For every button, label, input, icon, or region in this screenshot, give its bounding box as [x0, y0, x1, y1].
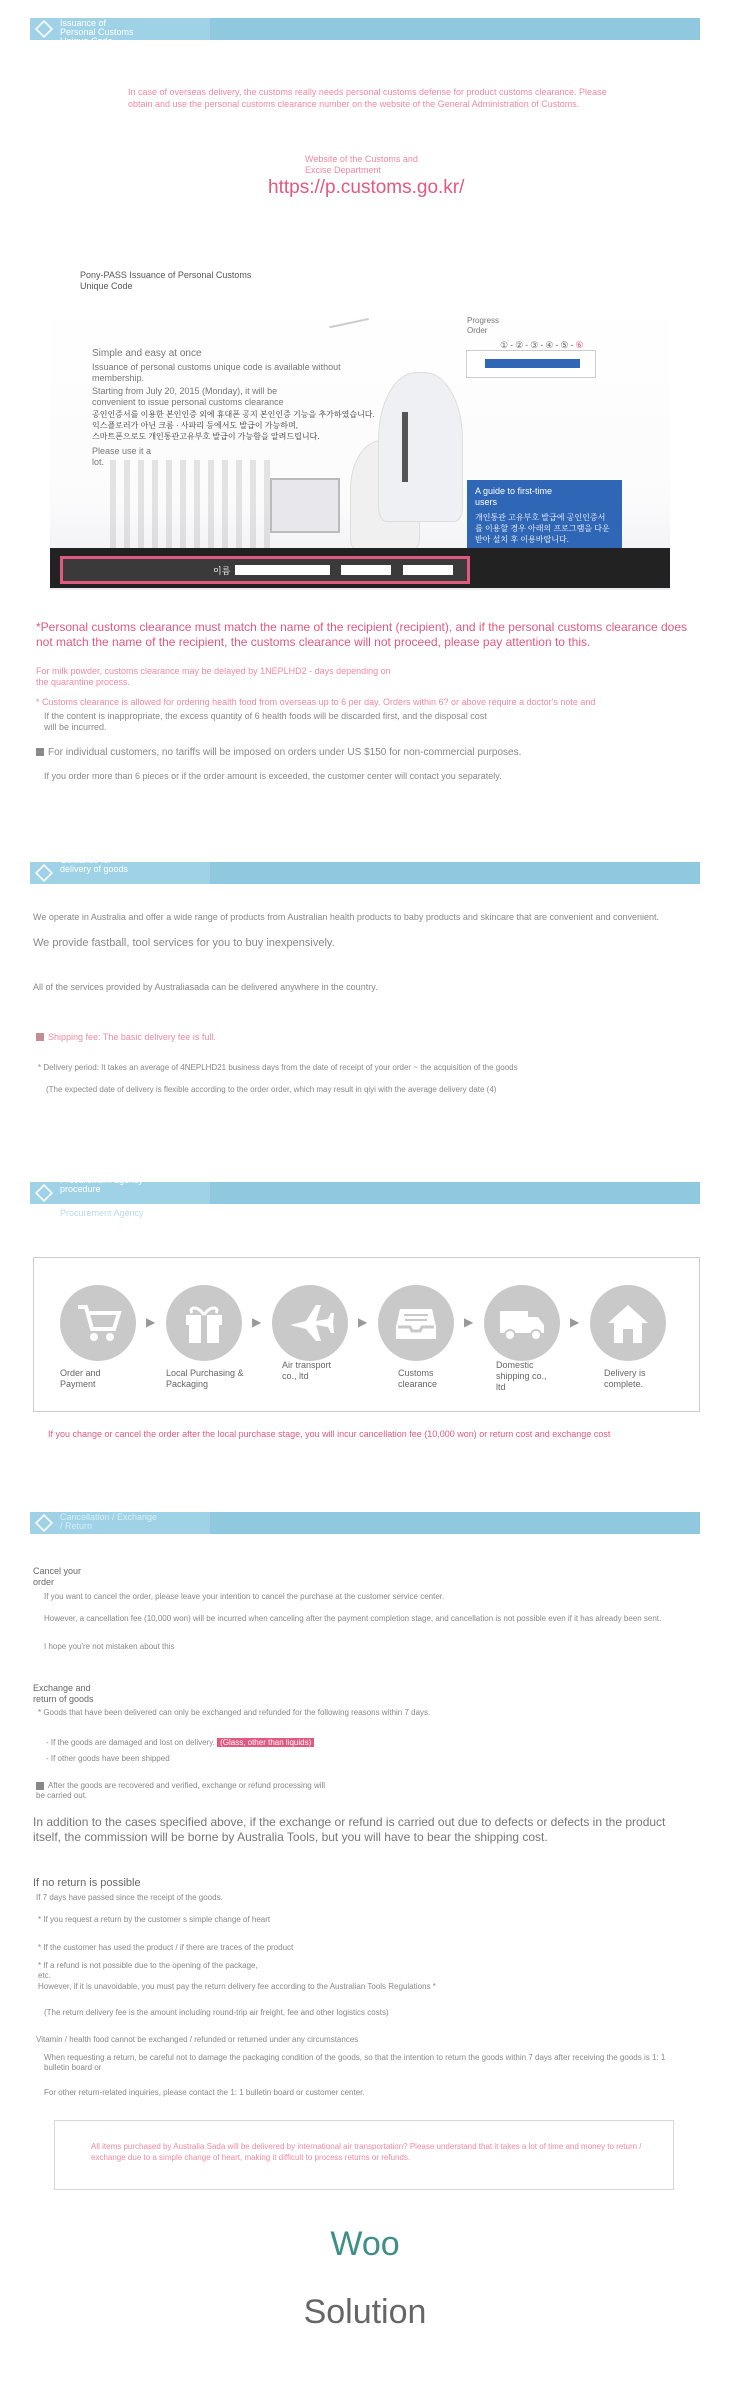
noreturn-text-4: * If a refund is not possible due to the opening of the package, etc.: [38, 1961, 258, 1980]
korean-notice: [92, 409, 392, 442]
step-truck: [484, 1285, 560, 1361]
name-input-label: 이름: [213, 566, 231, 576]
cart-icon: [74, 1299, 122, 1347]
step-tray: [378, 1285, 454, 1361]
bullet-square-icon: [36, 748, 44, 756]
city-skyline-image: [110, 460, 270, 550]
progress-steps: ①-②-③-④-⑤-⑥: [500, 340, 586, 350]
pony-title: Pony-PASS Issuance of Personal Customs Unique Code: [80, 270, 252, 291]
noreturn-text-6: (The return delivery fee is the amount including round-trip air freight, fee and other logistics costs): [44, 2008, 389, 2017]
progress-step-6: ⑥: [575, 340, 586, 350]
exchange-text-5: In addition to the cases specified above, if the exchange or refund is carried out due to defects or defects in the product itself, the commission will be borne by Australia Tools, but you will have to bear the shipping cost.: [33, 1815, 666, 1844]
cancel-text-3: I hope you're not mistaken about this: [44, 1642, 175, 1651]
step-label-6: Delivery is complete.: [604, 1368, 646, 1389]
name-match-notice: *Personal customs clearance must match the name of the recipient (recipient), and if the personal customs clearance does not match the name of the recipient, the customs clearance will not proceed, please pay attention to this.: [36, 620, 687, 649]
progress-step-5: ⑤: [560, 340, 571, 350]
please-use-text: Please use it a lot.: [92, 446, 152, 467]
noreturn-text-9: For other return-related inquiries, please contact the 1: 1 bulletin board or customer center.: [44, 2088, 365, 2097]
shipping-fee: Shipping fee: The basic delivery fee is full.: [48, 1032, 216, 1042]
step-label-3: Air transport co., ltd: [282, 1360, 332, 1381]
customs-url-link[interactable]: https://p.customs.go.kr/: [268, 177, 465, 198]
step-label-2: Local Purchasing & Packaging: [166, 1368, 244, 1389]
kiosk-screen-image: [466, 350, 596, 378]
issuance-text: Issuance of personal customs unique code is available without membership.: [92, 362, 341, 383]
step-label-1: Order and Payment: [60, 1368, 101, 1389]
noreturn-text-3: * If the customer has used the product / if there are traces of the product: [38, 1943, 294, 1952]
progress-step-4: ④: [545, 340, 556, 350]
step-house: [590, 1285, 666, 1361]
delivery-fast: We provide fastball, tool services for you to buy inexpensively.: [33, 937, 335, 949]
section-tab-text: Cancellation / Exchange / Return: [60, 1512, 158, 1531]
tray-icon: [392, 1299, 440, 1347]
health-food-notice: * Customs clearance is allowed for ordering health food from overseas up to 6 per day. Orders within 6? or above require a doctor's note and: [36, 697, 596, 707]
cancellation-fee-note: If you change or cancel the order after the local purchase stage, you will incur cancellation fee (10,000 won) or return cost and exchange cost: [48, 1429, 611, 1439]
section-tab-text: Issuance of Personal Customs Unique Code: [60, 18, 134, 46]
section-header-returns: [30, 1512, 700, 1534]
cancel-text-2: However, a cancellation fee (10,000 won) will be incurred when canceling after the payment completion stage, and cancellation is not possible even if it has already been sent.: [44, 1614, 662, 1623]
air-transport-notice: All items purchased by Australia Sada will be delivered by international air transportation? Please understand that it takes a lot of time and money to return / exchange due to a simple change of heart, making it difficult to process returns or refunds.: [91, 2142, 642, 2162]
name-input-box[interactable]: [60, 556, 470, 584]
website-label: Website of the Customs and Excise Department: [305, 154, 418, 175]
exchange-highlight: (Glass, other than liquids): [217, 1738, 314, 1747]
procurement-sublabel: Procurement Agency: [60, 1208, 144, 1218]
simple-text: Simple and easy at once: [92, 348, 202, 359]
delivery-anywhere: All of the services provided by Australiasada can be delivered anywhere in the country.: [33, 982, 378, 992]
man-image: [378, 372, 463, 522]
house-icon: [604, 1299, 652, 1347]
gift-icon: [180, 1299, 228, 1347]
step-label-4: Customs clearance: [398, 1368, 438, 1389]
exchange-text-1: * Goods that have been delivered can only be exchanged and refunded for the following reasons within 7 days.: [38, 1708, 431, 1717]
arrow-icon: ▶: [358, 1315, 368, 1329]
progress-step-3: ③: [530, 340, 541, 350]
cancel-text-1: If you want to cancel the order, please leave your intention to cancel the purchase at the customer service center.: [44, 1592, 445, 1601]
section-header-procurement: [30, 1175, 700, 1204]
tie-image: [402, 412, 408, 482]
tariff-notice: For individual customers, no tariffs will be imposed on orders under US $150 for non-commercial purposes.: [48, 747, 522, 758]
noreturn-text-5: However, if it is unavoidable, you must pay the return delivery fee according to the Australian Tools Regulations *: [38, 1982, 436, 1991]
cancel-title: Cancel your order: [33, 1566, 82, 1587]
code-input-field-2[interactable]: [403, 565, 453, 575]
step-gift: [166, 1285, 242, 1361]
footer-solution: Solution: [303, 2293, 427, 2331]
arrow-icon: ▶: [464, 1315, 474, 1329]
arrow-icon: ▶: [146, 1315, 156, 1329]
noreturn-text-2: * If you request a return by the customer s simple change of heart: [38, 1915, 271, 1924]
progress-step-1: ①: [500, 340, 511, 350]
over-six-notice: If you order more than 6 pieces or if the order amount is exceeded, the customer center will contact you separately.: [44, 771, 502, 781]
noreturn-text-8: When requesting a return, be careful not to damage the packaging condition of the goods, so that the intention to return the goods within 7 days after receiving the goods is 1: 1 bulletin board or: [44, 2053, 666, 2072]
air-transport-notice-box: [54, 2120, 674, 2190]
progress-label: Progress Order: [467, 316, 500, 335]
footer-woo: Woo: [330, 2225, 400, 2263]
airplane-icon: [286, 1299, 334, 1347]
milk-powder-notice: For milk powder, customs clearance may be delayed by 1NEPLHD2 - days depending on the quarantine process.: [36, 666, 391, 687]
noreturn-text-1: If 7 days have passed since the receipt of the goods.: [36, 1893, 223, 1902]
section-tab-text: Guidance for delivery of goods: [60, 855, 129, 874]
noreturn-text-7: Vitamin / health food cannot be exchanged / refunded or returned under any circumstances: [36, 2035, 359, 2044]
arrow-icon: ▶: [252, 1315, 262, 1329]
korean-line-1: 공인인증서를 이용한 본인인증 외에 휴대폰 공지 본인인증 기능을 추가하였습니다.: [92, 410, 375, 419]
monitor-image: [270, 478, 340, 533]
guide-korean: 개인통관 고유부호 발급에 공인인증서를 이용할 경우 아래의 프로그램을 다운받아 설치 후 이용바랍니다.: [475, 513, 610, 544]
delivery-period: * Delivery period: It takes an average of 4NEPLHD21 business days from the date of receipt of your order ~ the acquisition of the goods: [38, 1063, 518, 1072]
section-header-delivery: [30, 855, 700, 884]
delivery-intro: We operate in Australia and offer a wide range of products from Australian health products to baby products and skincare that are convenient and convenient.: [33, 912, 660, 922]
noreturn-title: If no return is possible: [33, 1877, 141, 1889]
section-tab-text: Procurement agency procedure: [60, 1175, 144, 1194]
truck-icon: [498, 1299, 546, 1347]
progress-step-2: ②: [515, 340, 526, 350]
arrow-icon: ▶: [570, 1315, 580, 1329]
name-input-field[interactable]: [235, 565, 330, 575]
starting-text: Starting from July 20, 2015 (Monday), it will be convenient to issue personal customs clearance: [92, 386, 284, 407]
health-food-notice-2: If the content is inappropriate, the excess quantity of 6 health foods will be discarded first, and the disposal cost will be incurred.: [44, 711, 487, 732]
step-airplane: [272, 1285, 348, 1361]
step-cart: [60, 1285, 136, 1361]
section-header-customs: [30, 18, 700, 46]
code-input-field-1[interactable]: [341, 565, 391, 575]
step-label-5: Domestic shipping co., ltd: [496, 1360, 547, 1392]
exchange-text-3: - If other goods have been shipped: [46, 1754, 170, 1763]
guide-title: A guide to first-time users: [475, 486, 553, 507]
korean-line-2: 익스플로러가 아닌 크롬 · 사파리 등에서도 발급이 가능하며,: [92, 421, 298, 430]
customs-intro: In case of overseas delivery, the customs really needs personal customs defense for product customs clearance. Please obtain and use the personal customs clearance number on the website of the General Administration of Customs.: [128, 87, 607, 109]
exchange-text-4: After the goods are recovered and verified, exchange or refund processing will be carried out.: [36, 1781, 326, 1800]
bullet-square-icon: [36, 1033, 44, 1041]
exchange-text-2: [46, 1738, 314, 1747]
delivery-period-note: (The expected date of delivery is flexible according to the order order, which may result in qiyi with the average delivery date (4): [46, 1085, 497, 1094]
exchange-title: Exchange and return of goods: [33, 1683, 94, 1704]
korean-line-3: 스마트폰으로도 개인통관고유부호 발급이 가능함을 알려드립니다.: [92, 432, 320, 441]
exchange-damage: - If the goods are damaged and lost on delivery.: [46, 1738, 215, 1747]
